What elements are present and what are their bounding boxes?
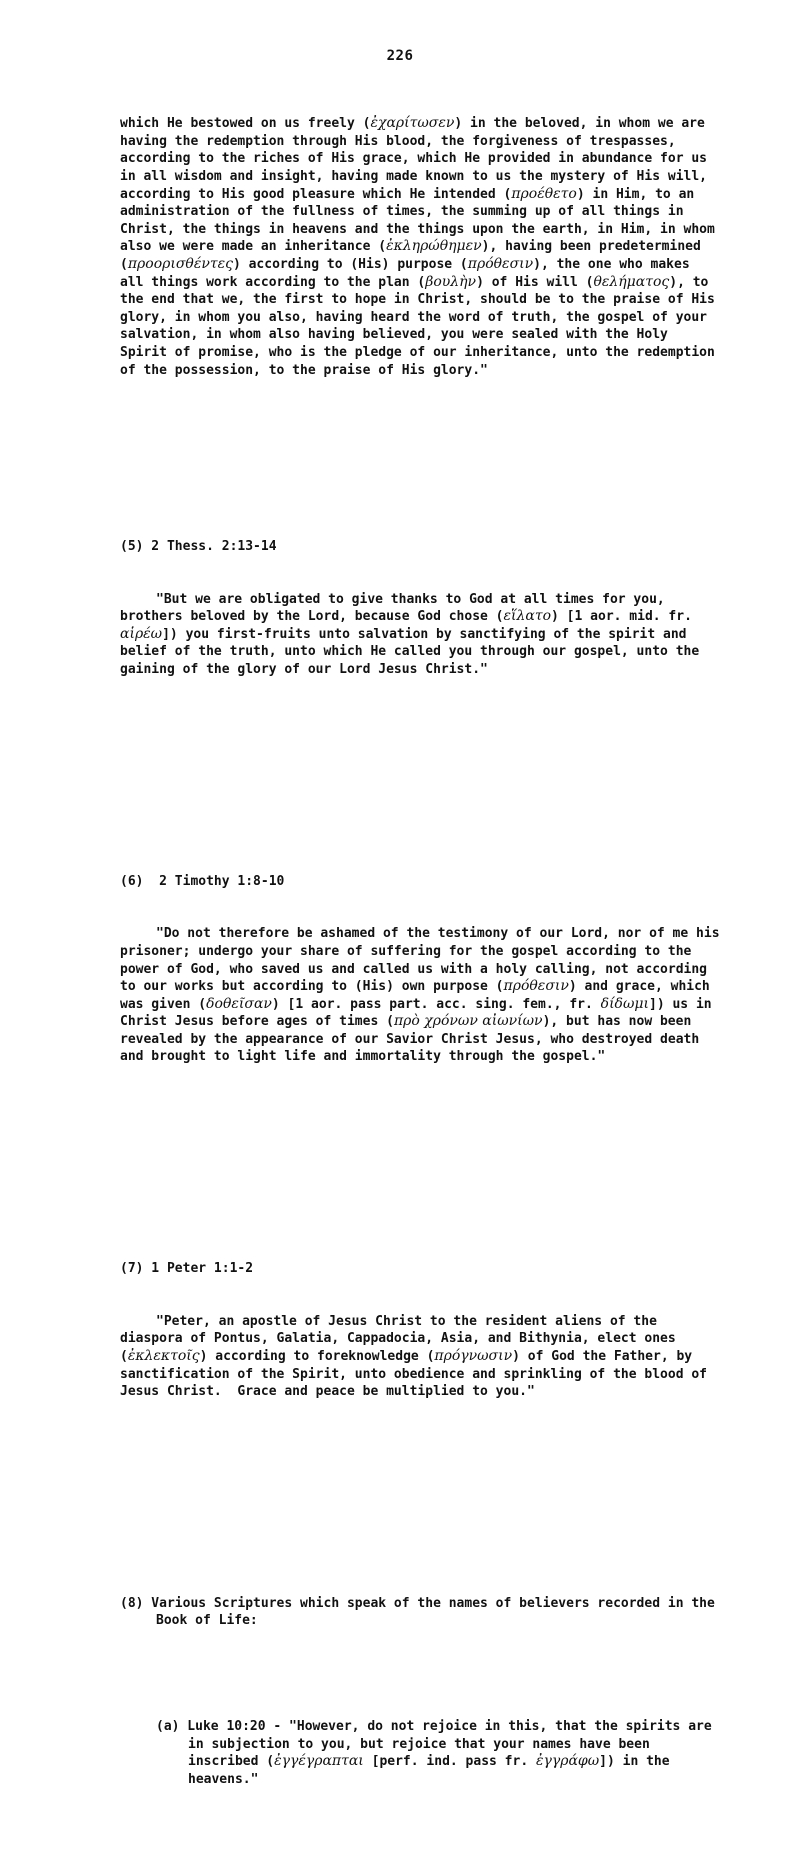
page-body [120,80,728,1859]
text-run: which He bestowed on us freely ( [120,116,371,132]
quote-paragraph [120,1313,720,1401]
text-run: ) of His will ( [476,274,594,290]
text-run: ) in Him, to an administration of the fullness of times, the summing up of all things in Christ, the things in heavens and the things upon the earth, in Him, in whom also we were made an inheritance ( [120,186,723,255]
greek-term: θελήματος [593,273,670,290]
text-run: "Do not therefore be ashamed of the testimony of our Lord, nor of me his prisoner; undergo your share of suffering for the gospel according to the power of God, who saved us and called us with a holy calling, not according to our works but according to (His) own purpose ( [120,926,728,995]
section-2-timothy [120,837,728,1101]
quote-paragraph [120,591,720,679]
greek-term: αἱρέω [120,625,163,642]
greek-term: εἵλατο [503,608,552,625]
section-heading: (6) 2 Timothy 1:8-10 [120,873,285,889]
greek-term: πρόγνωσιν [434,1347,513,1364]
intro-paragraph [120,115,723,379]
greek-term: δίδωμι [600,995,649,1012]
text-run: ), but has now been revealed by the appearance of our Savior Christ Jesus, who destroyed death and brought to light life and immortality through the gospel." [120,1014,708,1065]
section-1-peter [120,1225,720,1436]
greek-term: πρόθεσιν [467,255,534,272]
spacer [120,1489,720,1507]
text-run: ) in the beloved, in whom we are having the redemption through His blood, the forgiveness of trespasses, according to the riches of His grace, which He provided in abundance for us in all wisdom and insight, having made known to us the mystery of His will, according to His good pleasure which He intended ( [120,116,715,202]
text-run: ]) in the heavens." [188,1754,678,1788]
greek-term: προέθετο [511,185,577,202]
section-book-of-life [120,1560,723,1824]
text-run: ]) you first-fruits unto salvation by sanctifying of the spirit and belief of the truth, unto which He called you through our gospel, unto the gaining of the glory of our Lord Jesus Christ." [120,626,708,677]
page-number: 226 [386,48,414,64]
greek-term: βουλὴν [425,273,477,290]
list-item [120,1718,720,1788]
text-run: ) according to foreknowledge ( [199,1348,435,1364]
text-run: ) and grace, which was given ( [120,979,718,1012]
greek-term: ἐκληρώθημεν [386,238,482,255]
section-heading: (7) 1 Peter 1:1-2 [120,1261,254,1276]
spacer [120,1665,720,1683]
spacer [120,767,720,785]
text-run: ), the one who makes all things work according to the plan ( [120,256,698,290]
greek-term: ἐγγράφω [535,1753,600,1770]
text-run: ), having been predetermined ( [120,239,709,272]
spacer [120,432,720,450]
text-run: ]) us in Christ Jesus before ages of times ( [120,996,720,1030]
greek-term: δοθεῖσαν [206,995,272,1012]
section-heading: (5) 2 Thess. 2:13-14 [120,538,277,554]
text-run: ) according to (His) purpose ( [232,256,468,272]
section-2-thess [120,503,720,714]
text-run: ), to the end that we, the first to hope in Christ, should be to the praise of His glory, in whom you also, having heard the word of truth, the gospel of your salvation, in whom also having believed, you were sealed with the Holy Spirit of promise, who is the pledge of our inheritance, unto the redemption of the possession, to the praise of His glory." [120,274,723,378]
greek-term: πρὸ χρόνων αἰωνίων [393,1013,543,1030]
spacer [120,1154,720,1172]
greek-term: ἐχαρίτωσεν [370,115,455,132]
text-run: ) [1 aor. pass part. acc. sing. fem., fr. [271,996,601,1012]
quote-paragraph [120,925,728,1066]
text-run: (a) Luke 10:20 - "However, do not rejoice in this, that the spirits are in subjection to you, but rejoice that your names have been inscribed ( [156,1719,720,1770]
section-heading: (8) Various Scriptures which speak of the names of believers recorded in the Book of Life: [120,1595,723,1629]
text-run: [perf. ind. pass fr. [363,1754,536,1770]
greek-term: ἐγγέγραπται [274,1753,364,1770]
text-run: "Peter, an apostle of Jesus Christ to the resident aliens of the diaspora of Pontus, Galatia, Cappadocia, Asia, and Bithynia, elect ones ( [120,1313,684,1364]
greek-term: πρόθεσιν [503,978,569,995]
text-run: ) [1 aor. mid. fr. [551,609,700,625]
text-run: "But we are obligated to give thanks to God at all times for you, brothers beloved by the Lord, because God chose ( [120,591,673,625]
text-run: ) of God the Father, by sanctification of the Spirit, unto obedience and sprinkling of the blood of Jesus Christ. Grace and peace be multiplied to you." [120,1348,715,1400]
greek-term: ἐκλεκτοῖς [127,1347,200,1364]
greek-term: προορισθέντες [127,255,233,272]
